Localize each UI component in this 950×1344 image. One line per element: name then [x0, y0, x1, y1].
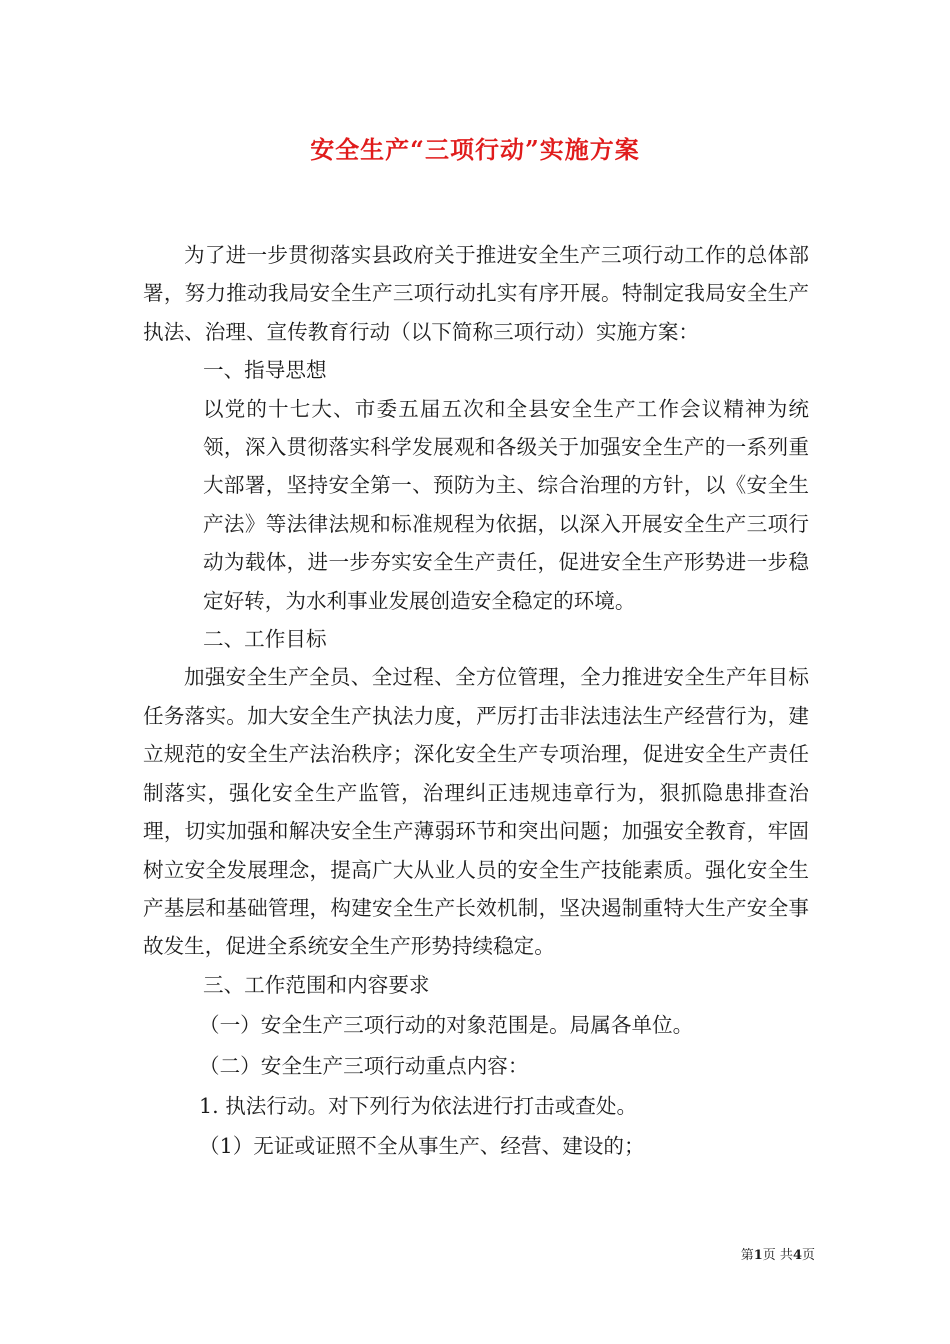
- footer-current-page: 1: [753, 1248, 763, 1263]
- section-heading-scope: 三、工作范围和内容要求: [203, 972, 430, 997]
- section-heading-work-goals: 二、工作目标: [203, 627, 327, 652]
- enforcement-action-item: 1. 执法行动。对下列行为依法进行打击或查处。: [199, 1093, 638, 1118]
- footer-suffix: 页: [801, 1248, 815, 1263]
- page-number-footer: [700, 1247, 815, 1265]
- footer-middle: 页 共: [762, 1248, 793, 1263]
- footer-total-pages: 4: [792, 1248, 802, 1263]
- intro-paragraph: 为了进一步贯彻落实县政府关于推进安全生产三项行动工作的总体部署，努力推动我局安全生产三项行动扎实有序开展。特制定我局安全生产执法、治理、宣传教育行动（以下简称三项行动）实施方案：: [143, 243, 809, 344]
- scope-item-1: （一）安全生产三项行动的对象范围是。局属各单位。: [199, 1013, 694, 1038]
- enforcement-subitem-1: （1）无证或证照不全从事生产、经营、建设的；: [199, 1134, 645, 1159]
- guiding-ideology-paragraph: [143, 390, 809, 620]
- scope-item-2: （二）安全生产三项行动重点内容：: [199, 1053, 529, 1078]
- work-goals-paragraph: 加强安全生产全员、全过程、全方位管理，全力推进安全生产年目标任务落实。加大安全生产执法力度，严厉打击非法违法生产经营行为，建立规范的安全生产法治秩序；深化安全生产专项治理，促进安全生产责任制落实，强化安全生产监管，治理纠正违规违章行为，狠抓隐患排查治理，切实加强和解决安全生产薄弱环节和突出问题；加强安全教育，牢固树立安全发展理念，提高广大从业人员的安全生产技能素质。强化安全生产基层和基础管理，构建安全生产长效机制，坚决遏制重特大生产安全事故发生，促进全系统安全生产形势持续稳定。: [143, 665, 809, 959]
- guiding-ideology-text: 以党的十七大、市委五届五次和全县安全生产工作会议精神为统领，深入贯彻落实科学发展观和各级关于加强安全生产的一系列重大部署，坚持安全第一、预防为主、综合治理的方针，以《安全生产法》等法律法规和标准规程为依据，以深入开展安全生产三项行动为载体，进一步夯实安全生产责任，促进安全生产形势进一步稳定好转，为水利事业发展创造安全稳定的环境。: [203, 396, 809, 613]
- document-title: 安全生产“三项行动”实施方案: [310, 135, 640, 164]
- section-heading-guiding-ideology: 一、指导思想: [203, 358, 327, 383]
- document-body: [143, 236, 809, 1166]
- footer-prefix: 第: [740, 1248, 754, 1263]
